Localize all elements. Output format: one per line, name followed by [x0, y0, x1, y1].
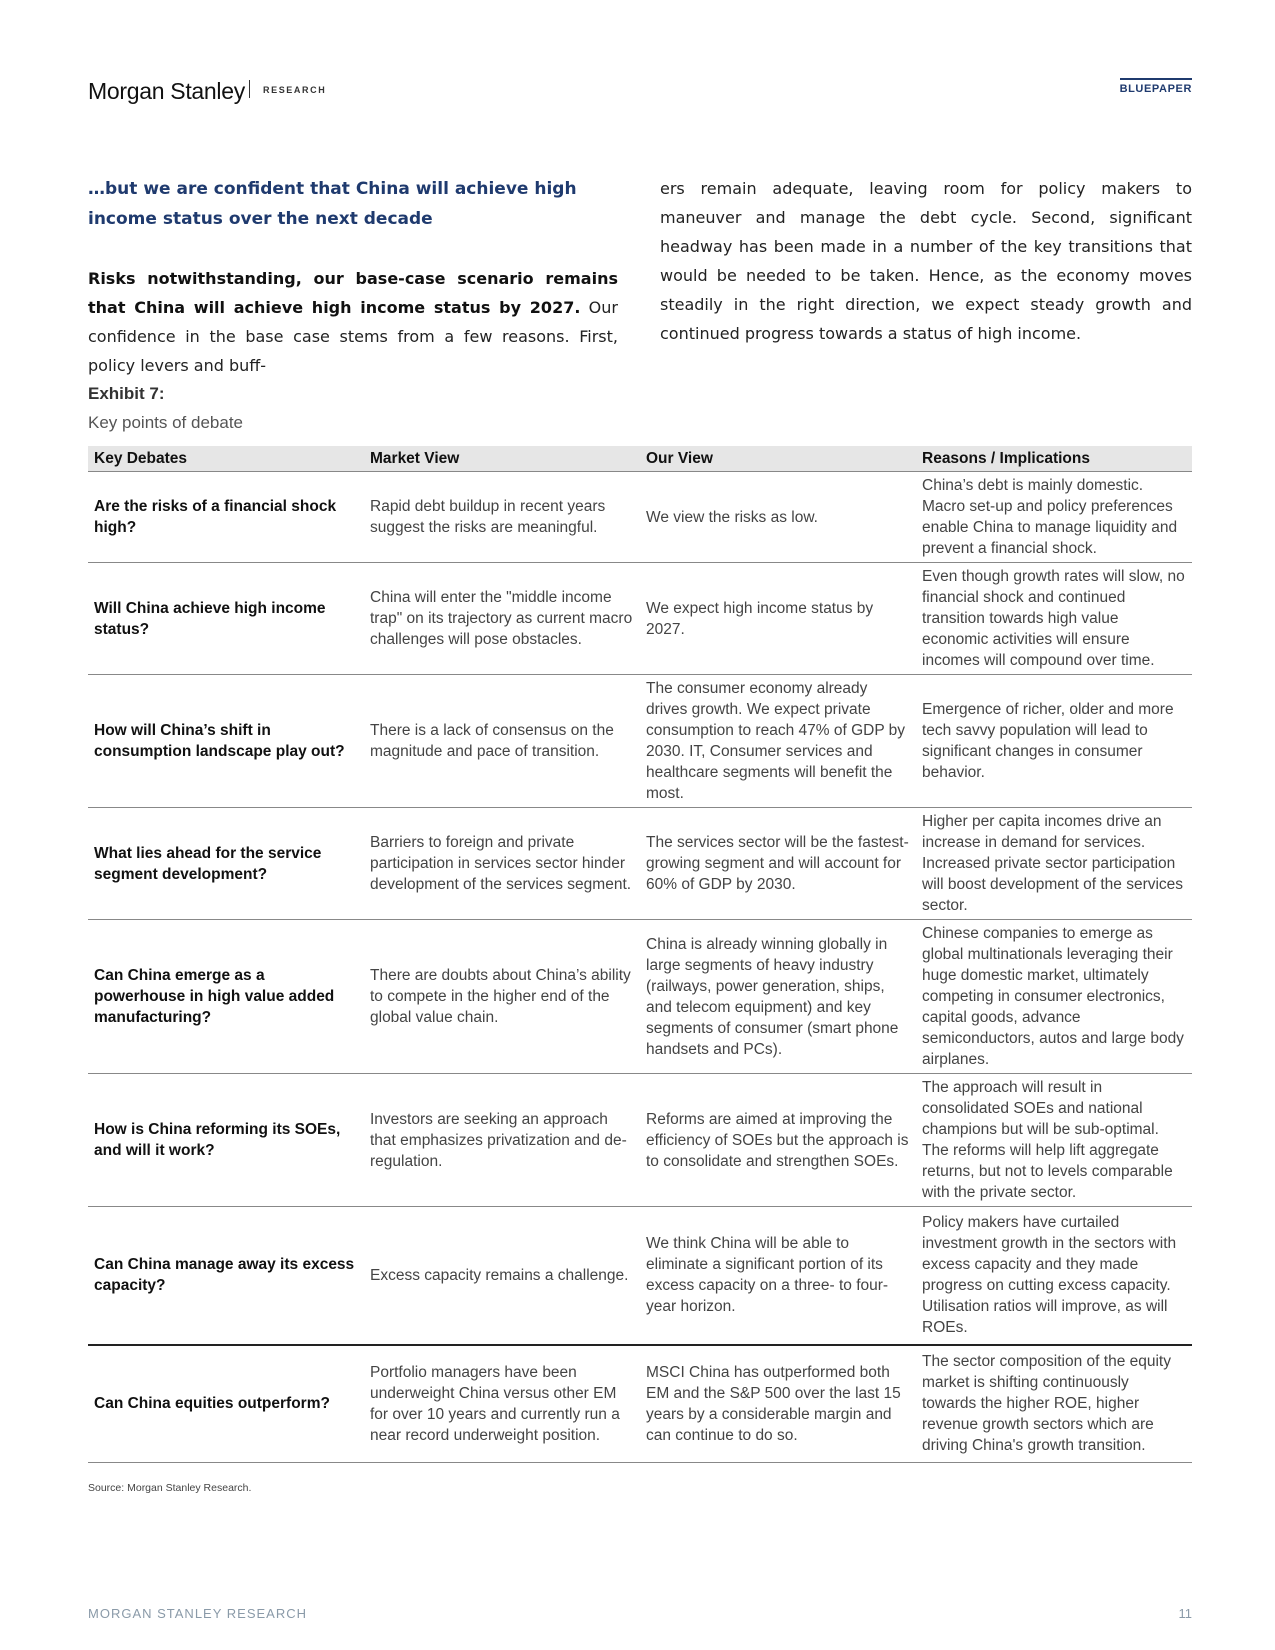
source-note: Source: Morgan Stanley Research. [88, 1482, 252, 1494]
our-view-cell: We expect high income status by 2027. [640, 563, 916, 675]
our-view-cell: MSCI China has outperformed both EM and the S&P 500 over the last 15 years by a considerable margin and can continue to do so. [640, 1345, 916, 1463]
debate-question: What lies ahead for the service segment development? [88, 808, 364, 920]
table-row [88, 920, 1192, 1074]
table-row [88, 1207, 1192, 1345]
our-view-cell: China is already winning globally in large segments of heavy industry (railways, power generation, ships, and telecom equipment) and key segments of consumer (smart phone handsets and PCs). [640, 920, 916, 1074]
intro-right-column [660, 174, 1192, 348]
page-number: 11 [1178, 1606, 1192, 1621]
table-row [88, 808, 1192, 920]
table-row [88, 1345, 1192, 1463]
reasons-cell: The sector composition of the equity market is shifting continuously towards the higher ROE, higher revenue growth sectors which are driving China's growth transition. [916, 1345, 1192, 1463]
table-header-row [88, 446, 1192, 472]
our-view-cell: We think China will be able to eliminate a significant portion of its excess capacity on a three- to four-year horizon. [640, 1207, 916, 1345]
exhibit-label: Exhibit 7: [88, 384, 165, 403]
our-view-cell: We view the risks as low. [640, 472, 916, 563]
debate-question: How is China reforming its SOEs, and will it work? [88, 1074, 364, 1207]
debate-question: Can China manage away its excess capacity? [88, 1207, 364, 1345]
bluepaper-tag: BLUEPAPER [1120, 78, 1192, 95]
reasons-cell: Higher per capita incomes drive an increase in demand for services. Increased private sector participation will boost development of the services sector. [916, 808, 1192, 920]
debate-question: How will China’s shift in consumption landscape play out? [88, 675, 364, 808]
our-view-cell: The services sector will be the fastest-growing segment and will account for 60% of GDP by 2030. [640, 808, 916, 920]
column-header-reasons: Reasons / Implications [916, 446, 1192, 472]
table-row [88, 472, 1192, 563]
debate-question: Will China achieve high income status? [88, 563, 364, 675]
reasons-cell: Emergence of richer, older and more tech savvy population will lead to significant changes in consumer behavior. [916, 675, 1192, 808]
header-divider [249, 80, 250, 98]
column-header-market-view: Market View [364, 446, 640, 472]
column-header-our-view: Our View [640, 446, 916, 472]
market-view-cell: Portfolio managers have been underweight China versus other EM for over 10 years and currently run a near record underweight position. [364, 1345, 640, 1463]
reasons-cell: China’s debt is mainly domestic. Macro set-up and policy preferences enable China to manage liquidity and prevent a financial shock. [916, 472, 1192, 563]
market-view-cell: Excess capacity remains a challenge. [364, 1207, 640, 1345]
market-view-cell: Barriers to foreign and private participation in services sector hinder development of the services segment. [364, 808, 640, 920]
debate-question: Can China equities outperform? [88, 1345, 364, 1463]
morgan-stanley-logo: Morgan Stanley [88, 78, 245, 104]
reasons-cell: Chinese companies to emerge as global multinationals leveraging their huge domestic market, ultimately competing in consumer electronics, capital goods, advance semiconductors, autos and large body airplanes. [916, 920, 1192, 1074]
page-header [88, 74, 1192, 106]
intro-left-column [88, 174, 618, 380]
table-row [88, 1074, 1192, 1207]
market-view-cell: There are doubts about China’s ability to compete in the higher end of the global value chain. [364, 920, 640, 1074]
debate-question: Can China emerge as a powerhouse in high value added manufacturing? [88, 920, 364, 1074]
table-row [88, 675, 1192, 808]
table-row [88, 563, 1192, 675]
exhibit-caption: Key points of debate [88, 413, 244, 432]
research-tag: RESEARCH [263, 85, 327, 95]
footer-label: MORGAN STANLEY RESEARCH [88, 1606, 308, 1621]
market-view-cell: Investors are seeking an approach that emphasizes privatization and de-regulation. [364, 1074, 640, 1207]
debate-question: Are the risks of a financial shock high? [88, 472, 364, 563]
section-subheading: …but we are confident that China will achieve high income status over the next decade [88, 179, 577, 229]
column-header-key-debates: Key Debates [88, 446, 364, 472]
intro-bold-lead: Risks notwithstanding, our base-case scenario remains that China will achieve high income status by 2027. [88, 269, 618, 317]
debate-table [88, 446, 1192, 1463]
market-view-cell: China will enter the "middle income trap" on its trajectory as current macro challenges will pose obstacles. [364, 563, 640, 675]
our-view-cell: The consumer economy already drives growth. We expect private consumption to reach 47% of GDP by 2030. IT, Consumer services and healthcare segments will benefit the most. [640, 675, 916, 808]
reasons-cell: The approach will result in consolidated SOEs and national champions but will be sub-optimal. The reforms will help lift aggregate returns, but not to levels comparable with the private sector. [916, 1074, 1192, 1207]
reasons-cell: Policy makers have curtailed investment growth in the sectors with excess capacity and they made progress on cutting excess capacity. Utilisation ratios will improve, as will ROEs. [916, 1207, 1192, 1345]
market-view-cell: Rapid debt buildup in recent years suggest the risks are meaningful. [364, 472, 640, 563]
intro-text-continued: Our confidence in the base case stems from a few reasons. First, policy levers and buff- [88, 298, 618, 375]
our-view-cell: Reforms are aimed at improving the efficiency of SOEs but the approach is to consolidate and strengthen SOEs. [640, 1074, 916, 1207]
intro-paragraph [88, 264, 618, 380]
market-view-cell: There is a lack of consensus on the magnitude and pace of transition. [364, 675, 640, 808]
intro-paragraph-continued: ers remain adequate, leaving room for policy makers to maneuver and manage the debt cycle. Second, significant headway has been made in a number of the key transitions that would be needed to be taken. Hence, as the economy moves steadily in the right direction, we expect steady growth and continued progress towards a status of high income. [660, 179, 1192, 343]
reasons-cell: Even though growth rates will slow, no financial shock and continued transition towards high value economic activities will ensure incomes will compound over time. [916, 563, 1192, 675]
